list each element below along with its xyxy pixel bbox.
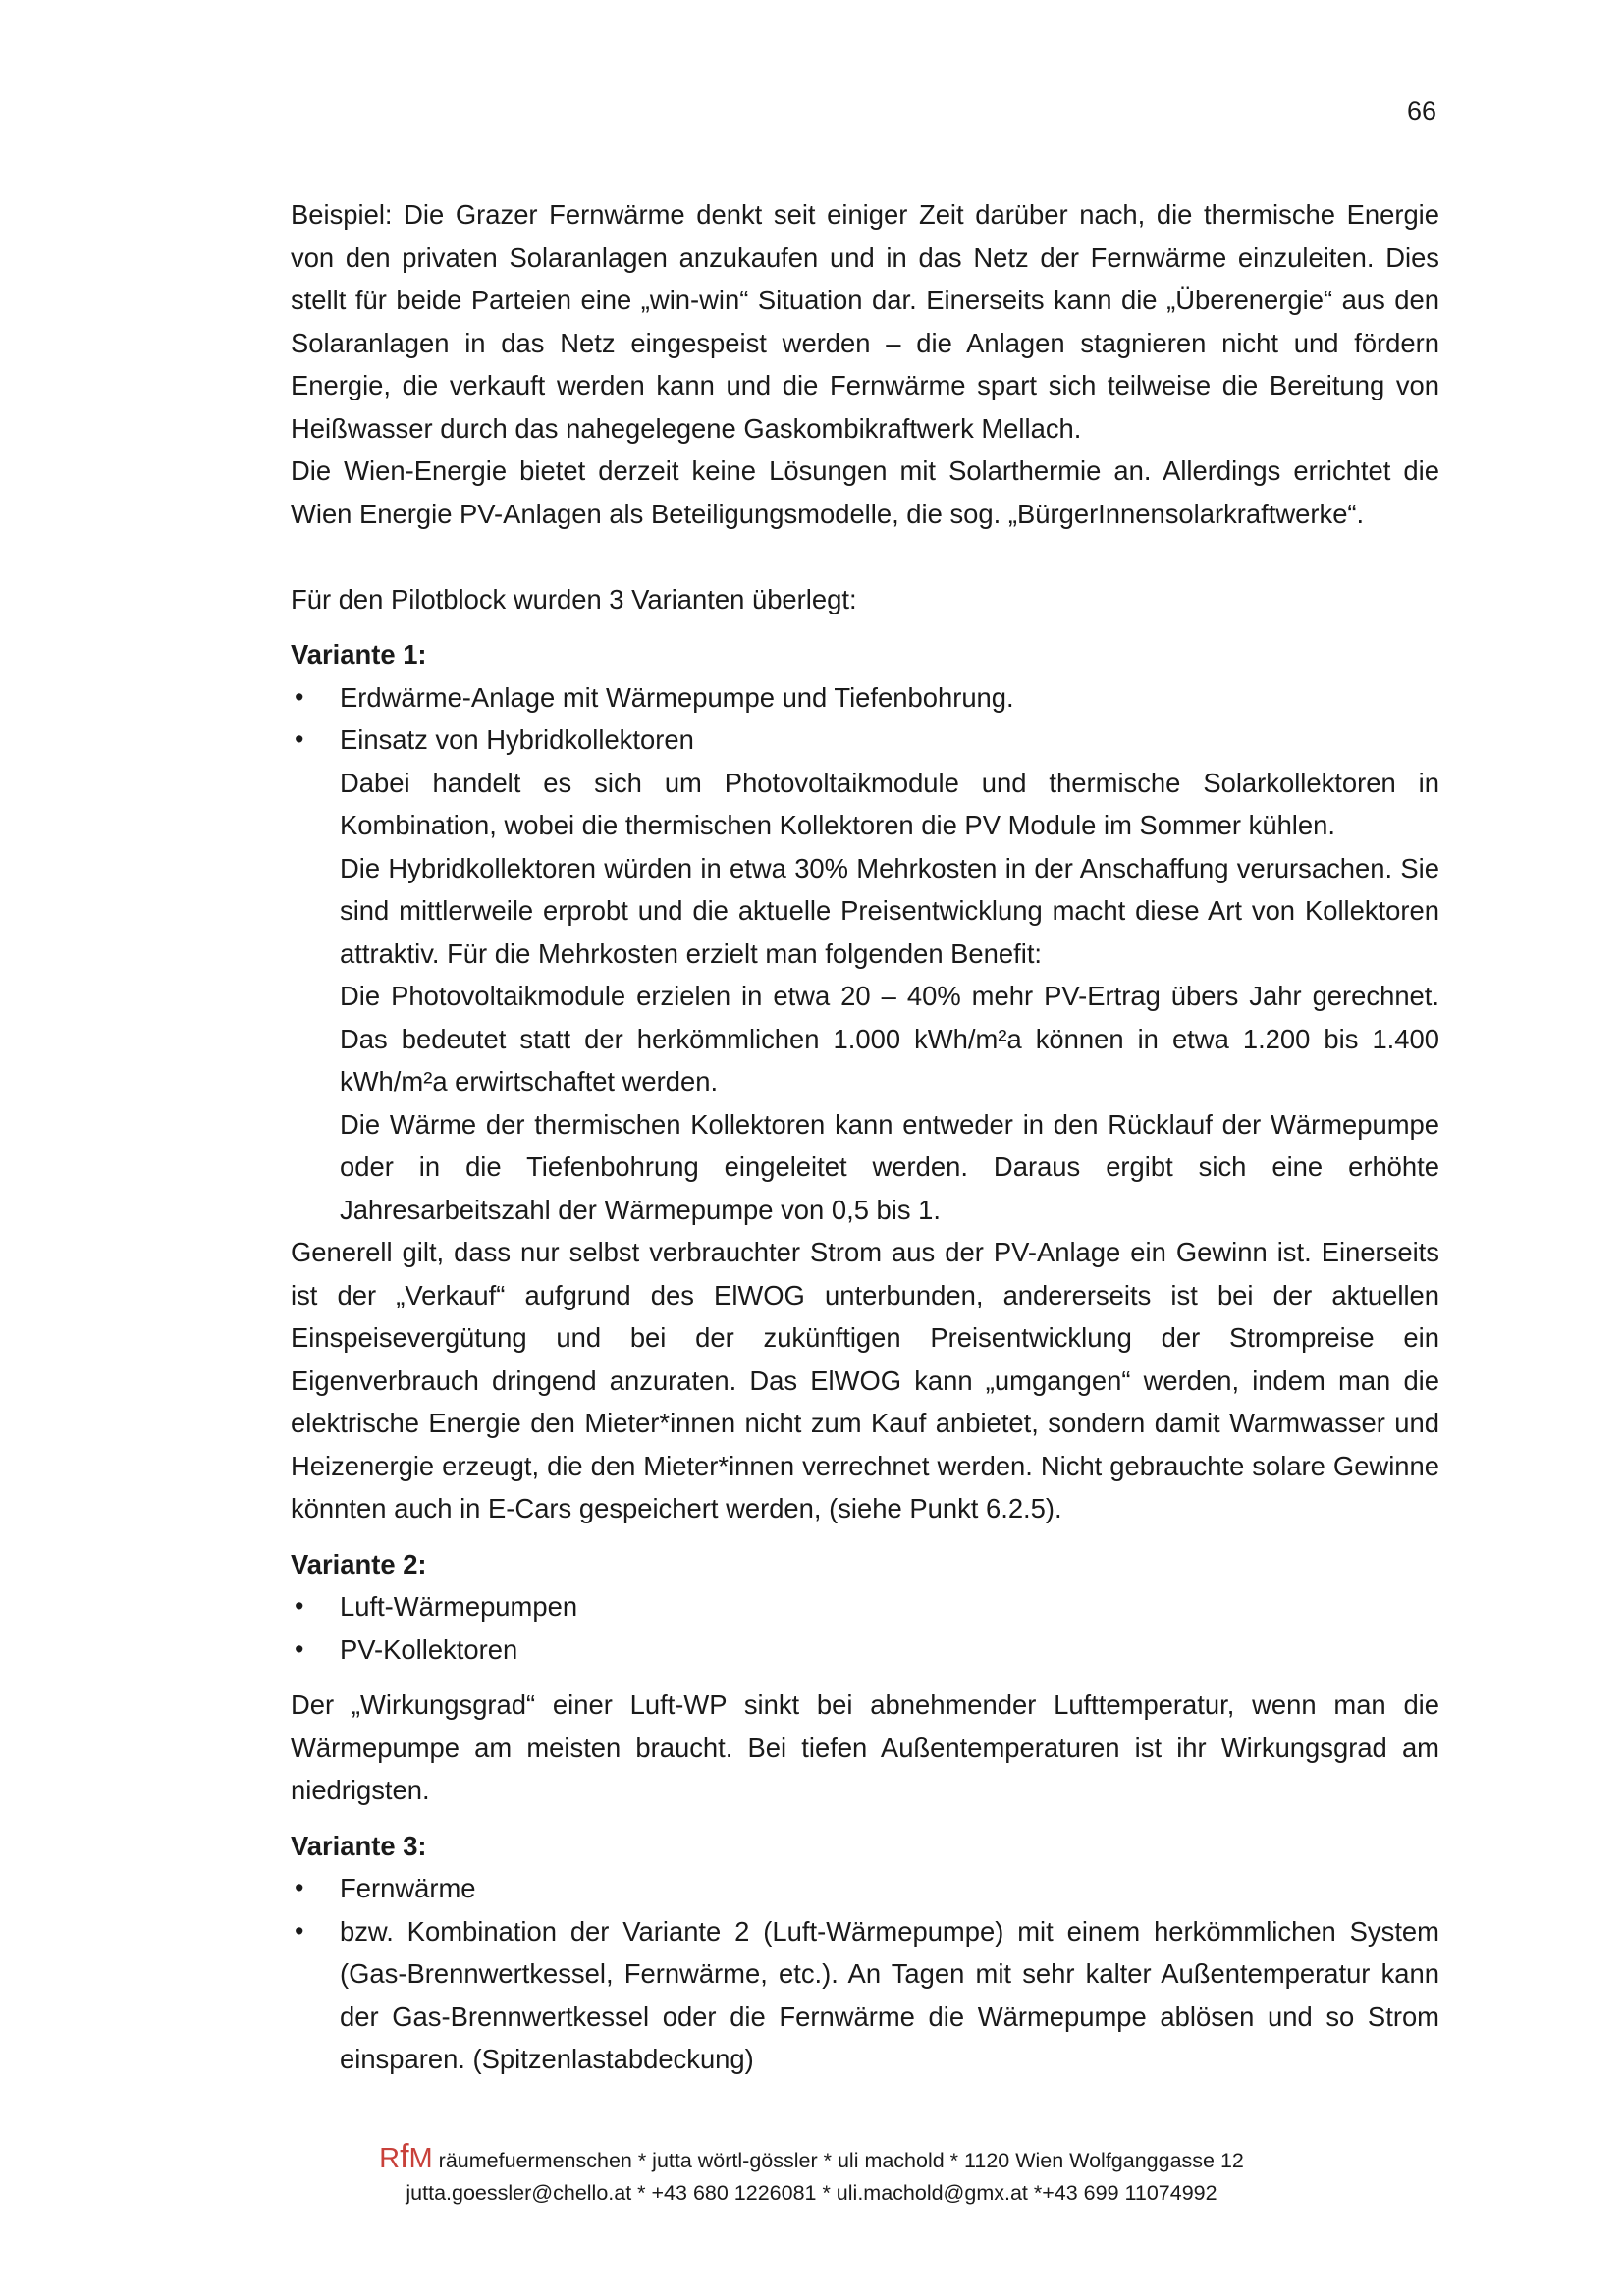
- bullet-icon: •: [295, 681, 304, 712]
- variant-1-detail-1: Dabei handelt es sich um Photovoltaikmodule und thermische Solarkollektoren in Kombination, wobei die thermischen Kollektoren die PV Module im Sommer kühlen.: [340, 767, 1439, 840]
- list-item: • Einsatz von Hybridkollektoren: [291, 719, 1439, 762]
- page-number: 66: [1406, 96, 1436, 126]
- bullet-icon: •: [295, 724, 304, 754]
- bullet-icon: •: [295, 1915, 304, 1946]
- variant-2-heading: Variante 2:: [291, 1548, 427, 1579]
- footer-address: [0, 2138, 1623, 2176]
- pilot-intro: Für den Pilotblock wurden 3 Varianten überlegt:: [291, 583, 857, 614]
- list-item: • Erdwärme-Anlage mit Wärmepumpe und Tiefenbohrung.: [291, 676, 1439, 720]
- variant-1-bullet-list: [291, 676, 1439, 762]
- footer-contact: jutta.goessler@chello.at * +43 680 1226081 * uli.machold@gmx.at *+43 699 11074992: [406, 2181, 1217, 2205]
- rfm-logo: RfM: [379, 2138, 433, 2175]
- list-item: • bzw. Kombination der Variante 2 (Luft-Wärmepumpe) mit einem herkömmlichen System (Gas-Brennwertkessel, Fernwärme, etc.). An Tagen mit sehr kalter Außentemperatur kann der Gas-Brennwertkessel oder die Fernwärme die Wärmepumpe ablösen und so Strom einsparen. (Spitzenlastabdeckung): [291, 1910, 1439, 2081]
- document-body: [291, 193, 1439, 2081]
- variant-1-detail-2: Die Hybridkollektoren würden in etwa 30% Mehrkosten in der Anschaffung verursachen. Sie sind mittlerweile erprobt und die aktuelle Preisentwicklung macht diese Art von Kollektoren attraktiv. Für die Mehrkosten erzielt man folgenden Benefit:: [340, 852, 1439, 969]
- list-item: • PV-Kollektoren: [291, 1629, 1439, 1672]
- list-item: • Luft-Wärmepumpen: [291, 1585, 1439, 1629]
- variant-1-heading: Variante 1:: [291, 639, 427, 669]
- bullet-icon: •: [295, 1591, 304, 1621]
- list-item: • Fernwärme: [291, 1867, 1439, 1910]
- bullet-icon: •: [295, 1873, 304, 1902]
- variant-1-detail-3: Die Photovoltaikmodule erzielen in etwa 20 – 40% mehr PV-Ertrag übers Jahr gerechnet. Das bedeutet statt der herkömmlichen 1.000 kWh/m²a können in etwa 1.200 bis 1.400 kWh/m²a erwirtschaftet werden.: [340, 981, 1439, 1096]
- variant-1-closing: Generell gilt, dass nur selbst verbrauchter Strom aus der PV-Anlage ein Gewinn ist. Einerseits ist der „Verkauf“ aufgrund des ElWOG unterbunden, andererseits ist bei der aktuellen Einspeisevergütung und bei der zukünftigen Preisentwicklung der Strompreise ein Eigenverbrauch dringend anzuraten. Das ElWOG kann „umgangen“ werden, indem man die elektrische Energie den Mieter*innen nicht zum Kauf anbietet, sondern damit Warmwasser und Heizenergie erzeugt, die den Mieter*innen verrechnet werden. Nicht gebrauchte solare Gewinne könnten auch in E-Cars gespeichert werden, (siehe Punkt 6.2.5).: [291, 1237, 1439, 1523]
- intro-paragraph-2: Die Wien-Energie bietet derzeit keine Lösungen mit Solarthermie an. Allerdings errichtet die Wien Energie PV-Anlagen als Beteiligungsmodelle, die sog. „BürgerInnensolarkraftwerke“.: [291, 455, 1439, 529]
- footer-address-text: räumefuermenschen * jutta wörtl-gössler * uli machold * 1120 Wien Wolfganggasse 12: [438, 2149, 1244, 2172]
- variant-2-closing: Der „Wirkungsgrad“ einer Luft-WP sinkt bei abnehmender Lufttemperatur, wenn man die Wärmepumpe am meisten braucht. Bei tiefen Außentemperaturen ist ihr Wirkungsgrad am niedrigsten.: [291, 1689, 1439, 1805]
- variant-1-detail-4: Die Wärme der thermischen Kollektoren kann entweder in den Rücklauf der Wärmepumpe oder in die Tiefenbohrung eingeleitet werden. Daraus ergibt sich eine erhöhte Jahresarbeitszahl der Wärmepumpe von 0,5 bis 1.: [340, 1108, 1439, 1225]
- intro-paragraph-1: Beispiel: Die Grazer Fernwärme denkt seit einiger Zeit darüber nach, die thermische Energie von den privaten Solaranlagen anzukaufen und in das Netz der Fernwärme einzuleiten. Dies stellt für beide Parteien eine „win-win“ Situation dar. Einerseits kann die „Überenergie“ aus den Solaranlagen in das Netz eingespeist werden – die Anlagen stagnieren nicht und fördern Energie, die verkauft werden kann und die Fernwärme spart sich teilweise die Bereitung von Heißwasser durch das nahegelegene Gaskombikraftwerk Mellach.: [291, 199, 1439, 444]
- variant-2-bullet-list: [291, 1585, 1439, 1671]
- variant-3-bullet-list: [291, 1867, 1439, 2081]
- bullet-icon: •: [295, 1633, 304, 1664]
- variant-3-heading: Variante 3:: [291, 1830, 427, 1861]
